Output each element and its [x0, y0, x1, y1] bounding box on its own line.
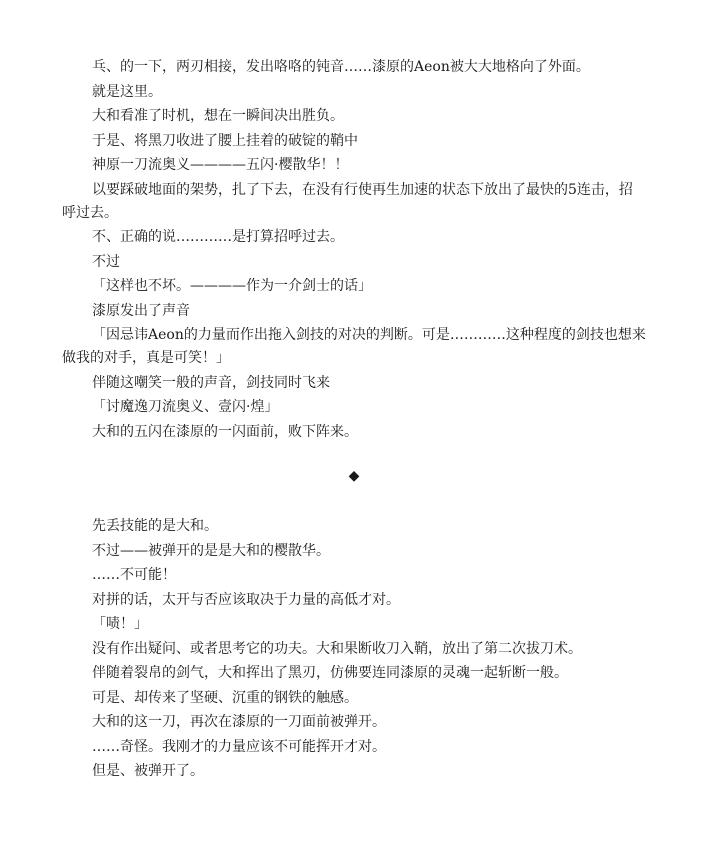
- paragraph: 不过: [92, 253, 120, 270]
- paragraph: ……不可能！: [92, 567, 176, 583]
- paragraph: 「啧！」: [92, 616, 148, 632]
- paragraph: 大和看准了时机，想在一瞬间决出胜负。: [92, 108, 344, 124]
- paragraph: 神原一刀流奥义————五闪·樱散华！！: [92, 157, 349, 173]
- paragraph: 大和的这一刀，再次在漆原的一刀面前被弹开。: [92, 714, 386, 730]
- paragraph: 没有作出疑问、或者思考它的功夫。大和果断收刀入鞘，放出了第二次拔刀术。: [92, 640, 582, 657]
- paragraph: 伴随着裂帛的剑气，大和挥出了黑刃，仿佛要连同漆原的灵魂一起斩断一般。: [92, 665, 568, 681]
- text-section-1: [62, 56, 646, 445]
- paragraph: 伴随这嘲笑一般的声音，剑技同时飞来: [92, 374, 330, 391]
- paragraph: 先丢技能的是大和。: [92, 518, 218, 534]
- paragraph: 对拼的话，太开与否应该取决于力量的高低才对。: [92, 591, 400, 608]
- paragraph: 就是这里。: [92, 83, 162, 100]
- paragraph: 不过——被弹开的是是大和的樱散华。: [92, 542, 330, 559]
- paragraph: ……奇怪。我刚才的力量应该不可能挥开才对。: [92, 738, 386, 755]
- paragraph: 乓、的一下，两刃相接，发出咯咯的钝音……漆原的Aeon被大大地格向了外面。: [92, 59, 590, 75]
- paragraph: 以要踩破地面的架势，扎了下去，在没有行使再生加速的状态下放出了最快的5连击，招呼过去。: [62, 181, 633, 221]
- text-section-2: [62, 515, 646, 785]
- paragraph: 「这样也不坏。————作为一介剑士的话」: [92, 278, 372, 294]
- paragraph: 于是、将黑刀收进了腰上挂着的破锭的鞘中: [92, 132, 358, 149]
- paragraph: 漆原发出了声音: [92, 302, 190, 319]
- paragraph: 但是、被弹开了。: [92, 763, 204, 779]
- paragraph: 大和的五闪在漆原的一闪面前，败下阵来。: [92, 423, 358, 440]
- paragraph: 「讨魔逸刀流奥义、壹闪·煌」: [92, 399, 279, 415]
- scene-break-diamond: ◆: [348, 468, 360, 484]
- paragraph: 可是、却传来了坚硬、沉重的钢铁的触感。: [92, 689, 358, 706]
- paragraph: 不、正确的说…………是打算招呼过去。: [92, 229, 344, 245]
- paragraph: 「因忌讳Aeon的力量而作出拖入剑技的对决的判断。可是…………这种程度的剑技也想来做我的对手，真是可笑！」: [62, 327, 646, 366]
